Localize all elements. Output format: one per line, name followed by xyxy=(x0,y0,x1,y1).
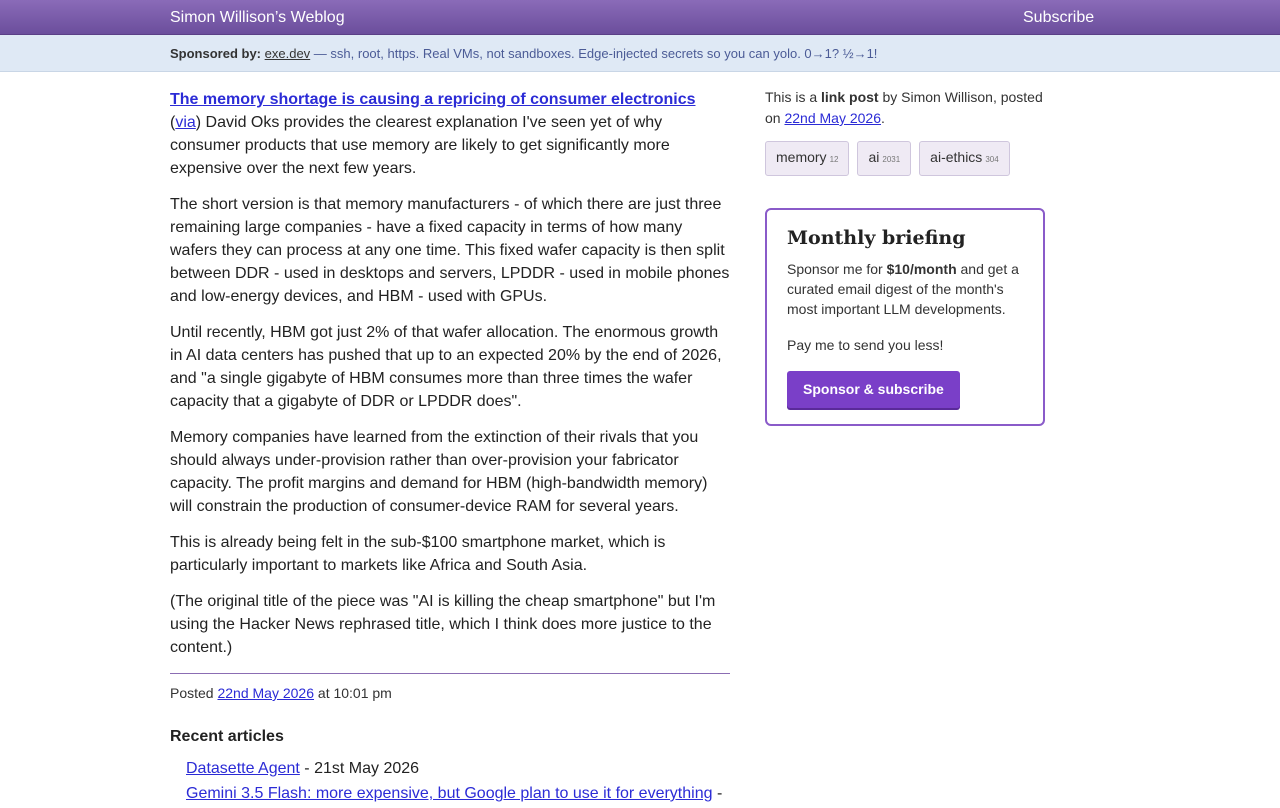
sponsor-label: Sponsored by: xyxy=(170,46,262,61)
intro-text: ) David Oks provides the clearest explanation I've seen yet of why consumer products that use memory are likely to get significantly more expensive over the next few years. xyxy=(170,114,670,177)
via-link[interactable]: via xyxy=(175,114,196,131)
tag-count: 304 xyxy=(985,155,999,164)
briefing-title: Monthly briefing xyxy=(787,227,966,249)
post-meta xyxy=(765,87,1045,129)
site-header xyxy=(0,0,1280,35)
recent-articles-heading: Recent articles xyxy=(170,728,284,745)
briefing-text xyxy=(787,259,1023,319)
sponsor-bar xyxy=(0,35,1280,72)
list-item xyxy=(186,758,730,779)
site-title-link[interactable]: Simon Willison’s Weblog xyxy=(170,9,345,26)
tag-label: memory xyxy=(776,149,827,165)
briefing-price: $10/month xyxy=(886,261,957,277)
posted-date-link[interactable]: 22nd May 2026 xyxy=(217,685,315,701)
tag-count: 2031 xyxy=(882,155,901,164)
recent-articles-list xyxy=(170,758,730,804)
main-content xyxy=(170,88,730,808)
tag-label: ai xyxy=(868,149,880,165)
sponsor-link[interactable]: exe.dev xyxy=(264,46,311,61)
recent-article-link[interactable]: Gemini 3.5 Flash: more expensive, but Google plan to use it for everything xyxy=(186,785,713,802)
briefing-text-rest: and get a curated email digest of the month's most important LLM developments. xyxy=(787,261,1019,317)
meta-type: link post xyxy=(821,89,879,105)
post-intro xyxy=(170,88,730,180)
meta-by: by Simon Willison, posted on xyxy=(765,89,1043,126)
briefing-text-prefix: Sponsor me for xyxy=(787,261,887,277)
list-item xyxy=(186,783,730,804)
tag-memory[interactable] xyxy=(765,141,849,176)
post-title-link[interactable]: The memory shortage is causing a repricing of consumer electronics xyxy=(170,91,696,108)
post-divider xyxy=(170,673,730,674)
briefing-text-2: Pay me to send you less! xyxy=(787,337,944,353)
sponsor-tagline: — ssh, root, https. Real VMs, not sandboxes. Edge-injected secrets so you can yolo. 0→1? ½→1! xyxy=(310,46,878,61)
recent-article-date: - 21st May 2026 xyxy=(299,760,420,777)
tag-label: ai-ethics xyxy=(930,149,983,165)
posted-time: at 10:01 pm xyxy=(317,685,392,701)
post-paragraph: Memory companies have learned from the extinction of their rivals that you should always under-provision rather than over-provision your fabricator capacity. The profit margins and demand for HBM (high-bandwidth memory) will constrain the production of consumer-device RAM for several years. xyxy=(170,429,708,515)
post-paragraph: This is already being felt in the sub-$100 smartphone market, which is particularly important to markets like Africa and South Asia. xyxy=(170,534,666,574)
post-paragraph: The short version is that memory manufacturers - of which there are just three remaining large companies - have a fixed capacity in terms of how many wafers they can process at any one time. This fixed wafer capacity is then split between DDR - used in desktops and servers, LPDDR - used in mobile phones and low-energy devices, and HBM - used with GPUs. xyxy=(170,196,730,305)
sidebar xyxy=(765,87,1045,426)
recent-article-date: - xyxy=(712,785,723,802)
monthly-briefing-box xyxy=(765,208,1045,426)
post-paragraph: Until recently, HBM got just 2% of that wafer allocation. The enormous growth in AI data centers has pushed that up to an expected 20% by the end of 2026, and "a single gigabyte of HBM consumes more than three times the wafer capacity that a gigabyte of DDR or LPDDR does". xyxy=(170,324,722,410)
tag-ai[interactable] xyxy=(857,141,911,176)
meta-prefix: This is a xyxy=(765,89,822,105)
posted-line xyxy=(170,682,730,705)
post-paragraph: (The original title of the piece was "AI is killing the cheap smartphone" but I'm using the Hacker News rephrased title, which I think does more justice to the content.) xyxy=(170,593,716,656)
tag-list xyxy=(765,141,1045,176)
subscribe-link[interactable]: Subscribe xyxy=(1023,9,1095,26)
sponsor-subscribe-button[interactable]: Sponsor & subscribe xyxy=(787,371,960,408)
sponsor-line xyxy=(170,46,877,61)
meta-end: . xyxy=(881,110,885,126)
tag-ai-ethics[interactable] xyxy=(919,141,1010,176)
recent-article-link[interactable]: Datasette Agent xyxy=(186,760,300,777)
via-open: ( xyxy=(170,114,176,131)
meta-date-link[interactable]: 22nd May 2026 xyxy=(784,110,881,126)
tag-count: 12 xyxy=(829,155,839,164)
posted-label: Posted xyxy=(170,685,214,701)
